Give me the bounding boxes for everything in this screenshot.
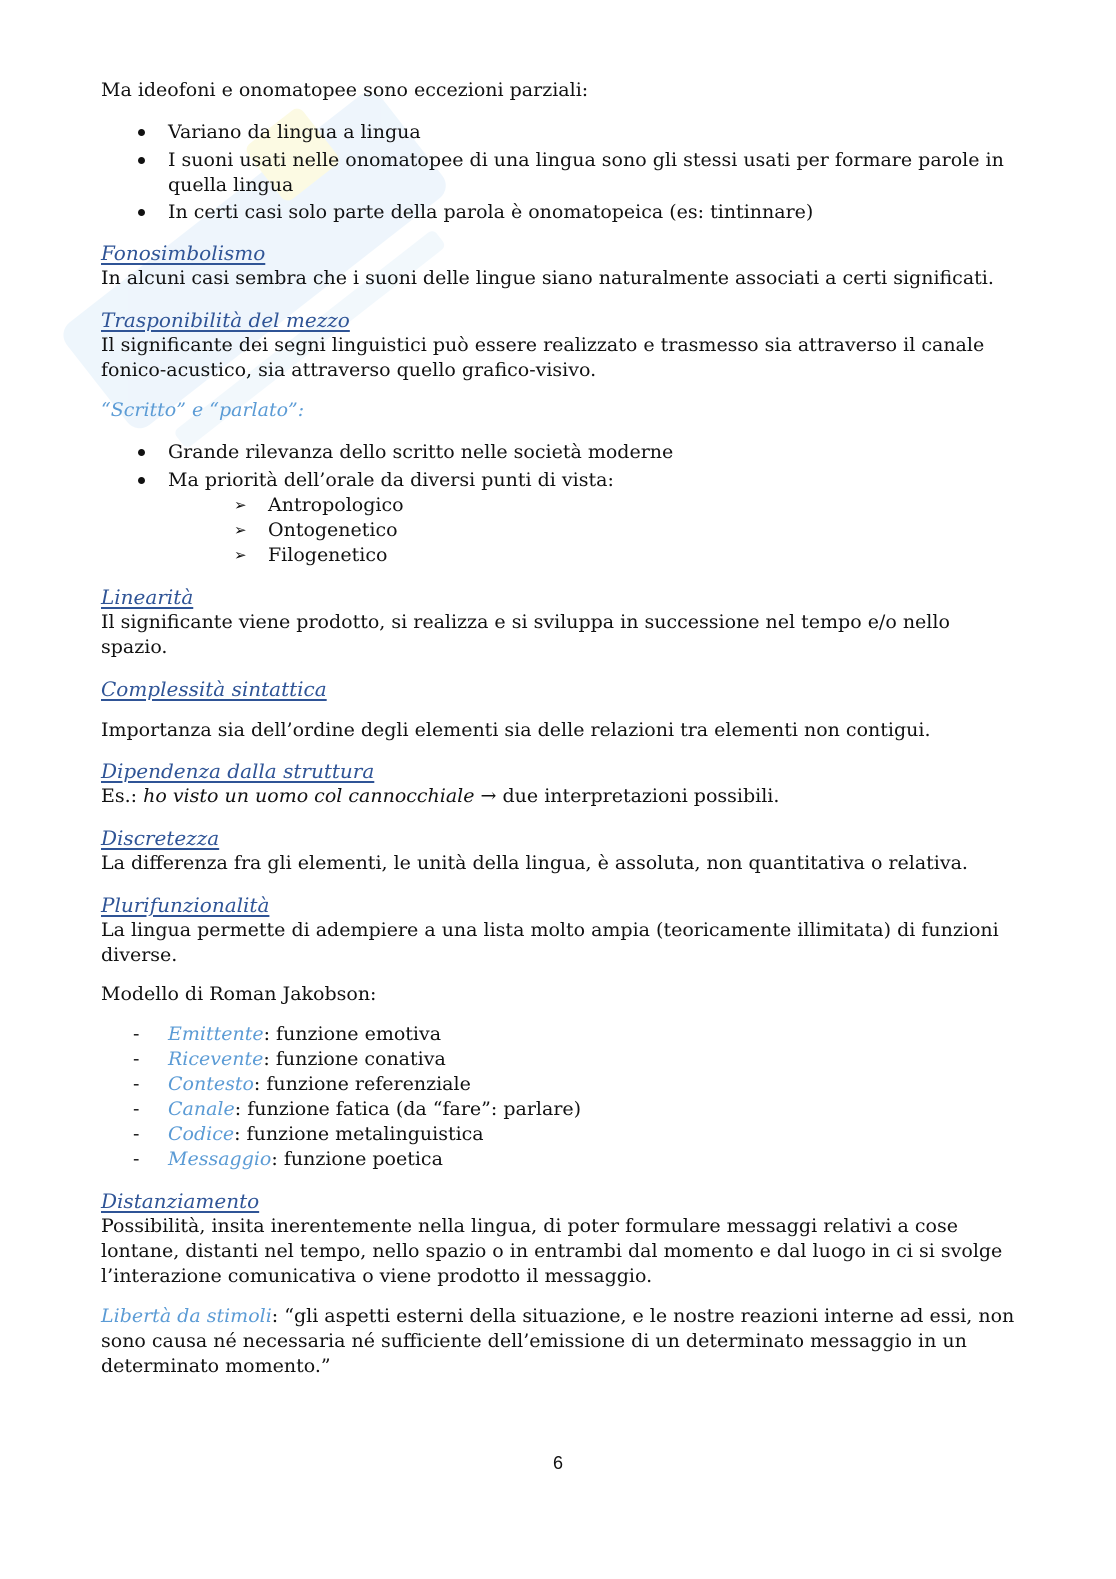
section-complessita [101, 677, 1016, 743]
section-distanziamento [101, 1189, 1016, 1289]
list-item: Variano da lingua a lingua [101, 120, 1016, 145]
model-text: Modello di Roman Jakobson: [101, 983, 377, 1005]
section-heading: Plurifunzionalità [101, 893, 270, 917]
section-text: La lingua permette di adempiere a una lista molto ampia (teoricamente illimitata) di funzioni diverse. [101, 919, 999, 966]
section-heading: Fonosimbolismo [101, 241, 266, 265]
example-phrase: ho visto un uomo col cannocchiale [143, 785, 475, 807]
list-item: - Codice: funzione metalinguistica [133, 1123, 484, 1145]
section-text: La differenza fra gli elementi, le unità della lingua, è assoluta, non quantitativa o relativa. [101, 852, 968, 874]
list-item: - Contesto: funzione referenziale [133, 1073, 471, 1095]
arrow-bullet-icon: ➢ [234, 496, 247, 514]
arrow-bullet-icon: ➢ [234, 521, 247, 539]
section-heading: Dipendenza dalla struttura [101, 759, 375, 783]
list-item: ➢ Ontogenetico [234, 519, 398, 541]
list-item: - Messaggio: funzione poetica [133, 1148, 443, 1170]
arrow-list [101, 493, 1016, 568]
section-liberta: Libertà da stimoli: “gli aspetti esterni della situazione, e le nostre reazioni interne ad essi, non sono causa né necessaria né sufficiente dell’emissione di un determinato messaggio in un determinato momento.” [101, 1305, 1015, 1377]
list-item: In certi casi solo parte della parola è onomatopeica (es: tintinnare) [101, 200, 1016, 225]
bullet-icon [138, 129, 145, 136]
section-heading: Trasponibilità del mezzo [101, 308, 350, 332]
list-item: - Ricevente: funzione conativa [133, 1048, 446, 1070]
section-text: Il significante dei segni linguistici può essere realizzato e trasmesso sia attraverso il canale fonico-acustico, sia attraverso quello grafico-visivo. [101, 334, 985, 381]
liberta-term: Libertà da stimoli [101, 1305, 272, 1327]
list-item: ➢ Filogenetico [234, 544, 388, 566]
section-text: Il significante viene prodotto, si realizza e si sviluppa in successione nel tempo e/o nello spazio. [101, 611, 950, 658]
section-discretezza [101, 826, 1016, 876]
list-item: Ma priorità dell’orale da diversi punti di vista: [101, 468, 1016, 493]
section-text: Possibilità, insita inerentemente nella lingua, di poter formulare messaggi relativi a cose lontane, distanti nel tempo, nello spazio o in entrambi dal momento e dal luogo in ci si svolge l’interazione comunicativa o viene prodotto il messaggio. [101, 1215, 1003, 1287]
bullet-icon [138, 157, 145, 164]
section-heading: Distanziamento [101, 1189, 260, 1213]
list-item: - Canale: funzione fatica (da “fare”: parlare) [133, 1098, 582, 1120]
arrow-bullet-icon: ➢ [234, 546, 247, 564]
section-text: Es.: ho visto un uomo col cannocchiale → due interpretazioni possibili. [101, 785, 780, 807]
page-number: 6 [552, 1453, 563, 1473]
section-linearita [101, 585, 1016, 660]
section-text: Importanza sia dell’ordine degli elementi sia delle relazioni tra elementi non contigui. [101, 719, 931, 741]
bullet-icon [138, 209, 145, 216]
list-item: I suoni usati nelle onomatopee di una lingua sono gli stessi usati per formare parole in quella lingua [101, 148, 1016, 198]
document-page [101, 78, 1016, 1379]
bullet-icon [138, 477, 145, 484]
section-heading: Linearità [101, 585, 194, 609]
jakobson-function-list [101, 1022, 1016, 1172]
list-item: - Emittente: funzione emotiva [133, 1023, 442, 1045]
section-heading: Discretezza [101, 826, 220, 850]
intro-bullet-list [101, 120, 1016, 225]
list-item: ➢ Antropologico [234, 494, 404, 516]
section-fonosimbolismo [101, 241, 1016, 291]
intro-text: Ma ideofoni e onomatopee sono eccezioni parziali: [101, 79, 589, 101]
list-item: Grande rilevanza dello scritto nelle società moderne [101, 440, 1016, 465]
section-heading: Complessità sintattica [101, 677, 327, 701]
bullet-icon [138, 449, 145, 456]
section-plurifunzionalita [101, 893, 1016, 1172]
section-trasponibilita [101, 308, 1016, 568]
subheading: “Scritto” e “parlato”: [101, 399, 305, 421]
section-text: In alcuni casi sembra che i suoni delle lingue siano naturalmente associati a certi significati. [101, 267, 994, 289]
scritto-bullet-list [101, 440, 1016, 493]
section-dipendenza [101, 759, 1016, 809]
